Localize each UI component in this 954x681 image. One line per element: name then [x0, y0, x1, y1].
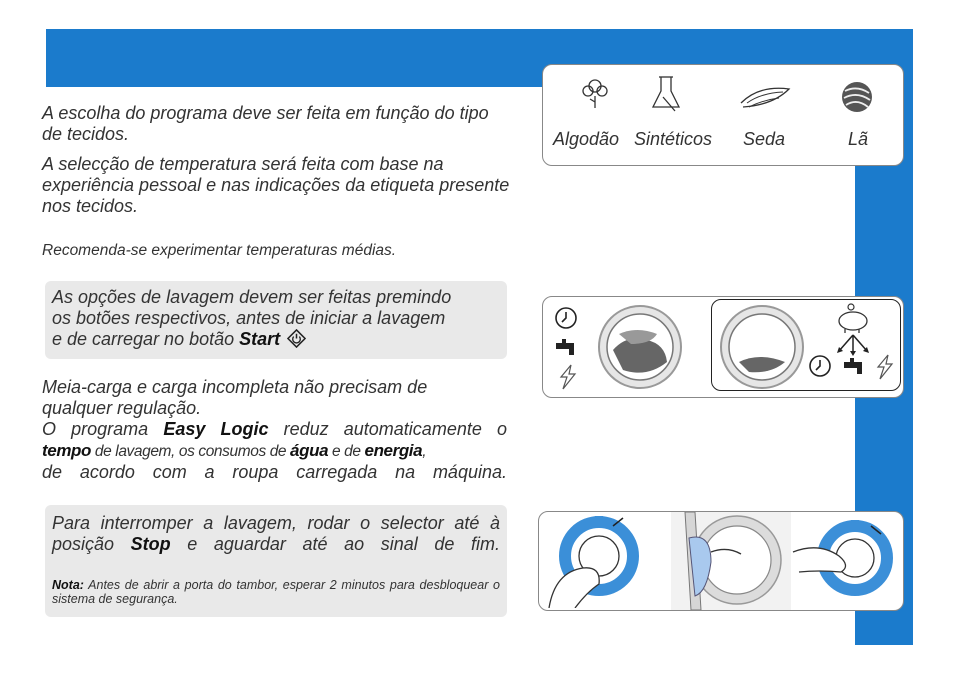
stop-line-1: Para interromper a lavagem, rodar o selector até à — [52, 513, 500, 533]
easy-logic-line-3-pre: O programa — [42, 419, 164, 439]
easy-logic-line-4 — [42, 440, 507, 462]
start-label: Start — [239, 329, 281, 349]
time-icon — [553, 305, 579, 331]
options-text — [52, 287, 502, 350]
stop-line-2 — [52, 534, 500, 555]
note-text — [52, 578, 500, 606]
easy-logic-line-5: de acordo com a roupa carregada na máquina. — [42, 462, 507, 482]
wool-icon — [837, 77, 877, 117]
stop-text — [52, 513, 500, 555]
water-tap-icon — [553, 337, 579, 361]
easy-logic-line-4-a: de lavagem, os consumos de — [91, 443, 291, 460]
program-dial-right-icon — [789, 512, 899, 608]
easy-logic-text — [42, 377, 507, 483]
options-line-3-text: e de carregar no botão — [52, 329, 240, 349]
energia-label: energia — [364, 441, 423, 460]
start-icon — [287, 329, 306, 348]
options-line-2: os botões respectivos, antes de iniciar a lavagem — [52, 308, 446, 328]
time-small-icon — [807, 353, 833, 379]
drum-full-icon — [597, 304, 683, 390]
stop-label: Stop — [130, 534, 171, 554]
piggy-bank-icon — [833, 301, 873, 335]
easy-logic-line-2: qualquer regulação. — [42, 398, 202, 418]
energy-small-icon — [873, 353, 895, 381]
fabric-label-algodao: Algodão — [553, 129, 620, 149]
drum-half-icon — [719, 304, 805, 390]
stop-panel — [538, 511, 904, 611]
cotton-icon — [577, 75, 613, 111]
water-tap-small-icon — [841, 357, 867, 379]
easy-logic-label: Easy Logic — [163, 419, 269, 439]
fabric-label-seda: Seda — [743, 129, 786, 149]
options-line-3 — [52, 329, 502, 350]
fabric-label-la: Lã — [848, 129, 869, 149]
easy-logic-line-4-b: e de — [328, 443, 365, 460]
easy-logic-line-3 — [42, 419, 507, 440]
stop-line-2-post: e aguardar até ao sinal de fim. — [170, 534, 501, 554]
agua-label: água — [290, 441, 329, 460]
program-choice-text: A escolha do programa deve ser feita em função do tipo de tecidos. — [42, 103, 489, 144]
options-line-1: As opções de lavagem devem ser feitas premindo — [52, 287, 452, 307]
medium-temperature-text: Recomenda-se experimentar temperaturas médias. — [42, 242, 397, 259]
synthetics-icon — [649, 73, 683, 113]
tempo-label: tempo — [42, 441, 92, 460]
temperature-text: A selecção de temperatura será feita com base na experiência pessoal e nas indicações da etiqueta presente nos tecidos. — [42, 154, 510, 216]
easy-logic-line-1: Meia-carga e carga incompleta não precisam de — [42, 377, 428, 397]
easy-logic-line-4-c: , — [422, 443, 427, 460]
stop-line-2-pre: posição — [52, 534, 131, 554]
energy-icon — [555, 363, 579, 391]
drum-door-icon — [671, 512, 791, 610]
easy-logic-line-3-post: reduz automaticamente o — [268, 419, 507, 439]
fabric-label-sinteticos: Sintéticos — [634, 129, 713, 149]
note-body: Antes de abrir a porta do tambor, esperar 2 minutos para desbloquear o sistema de segurança. — [52, 578, 500, 606]
load-panel — [542, 296, 904, 398]
silk-icon — [739, 83, 791, 113]
note-label: Nota: — [52, 578, 84, 592]
savings-arrows-icon — [829, 333, 877, 357]
program-dial-left-icon — [543, 512, 643, 608]
fabrics-panel — [542, 64, 904, 166]
